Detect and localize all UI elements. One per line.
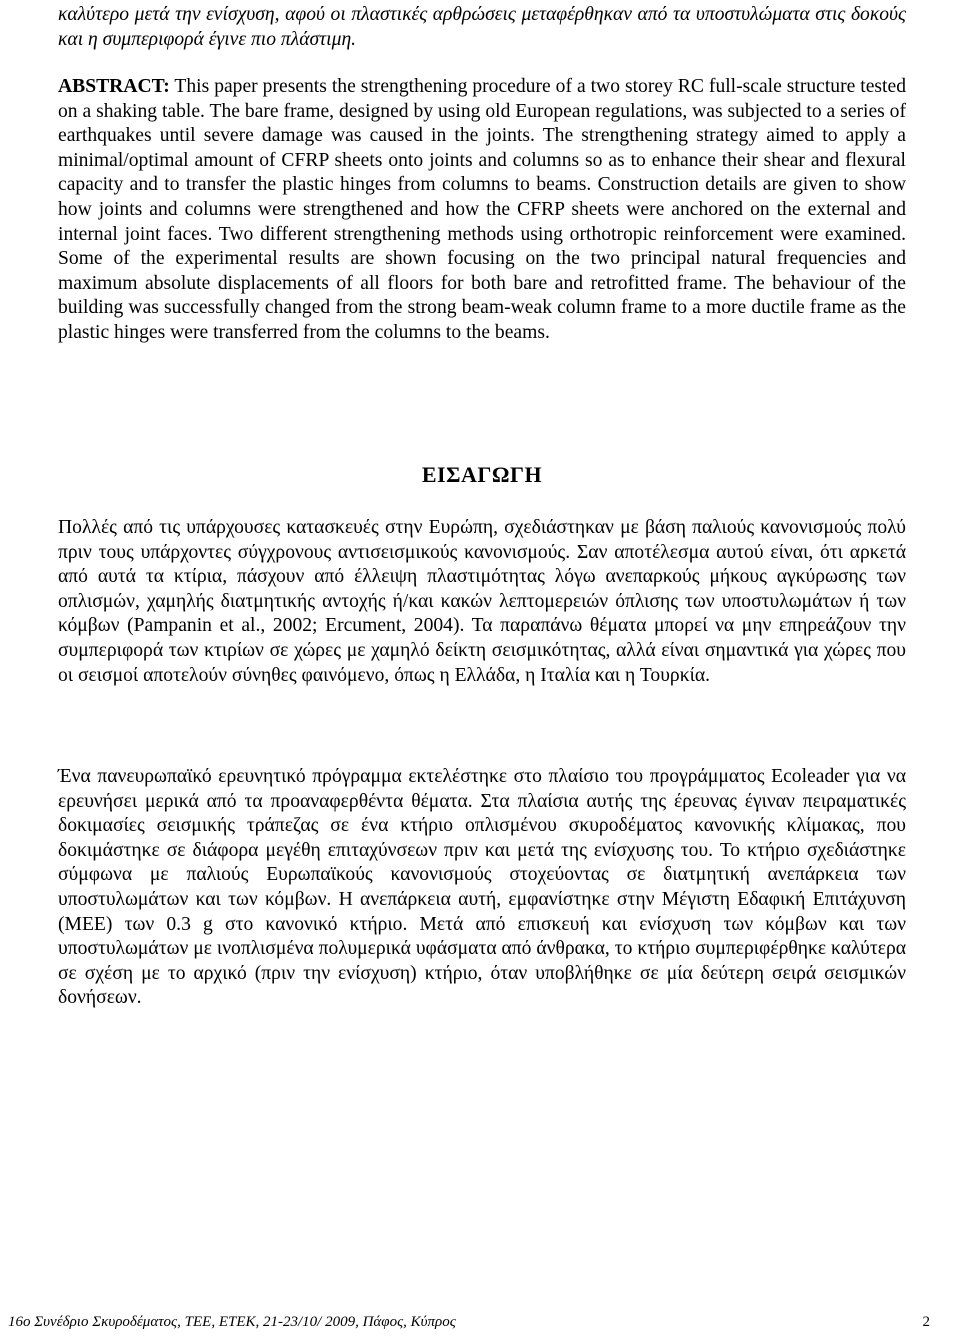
footer-conference-info: 16ο Συνέδριο Σκυροδέματος, ΤΕΕ, ΕΤΕΚ, 21-23/10/ 2009, Πάφος, Κύπρος	[8, 1314, 456, 1330]
greek-summary-continuation: καλύτερο μετά την ενίσχυση, αφού οι πλαστικές αρθρώσεις μεταφέρθηκαν από τα υποστυλώματα στις δοκούς και η συμπεριφορά έγινε πιο πλάστιμη.	[58, 4, 906, 50]
abstract-paragraph	[58, 75, 906, 346]
section-heading-introduction: ΕΙΣΑΓΩΓΗ	[421, 462, 543, 487]
body-paragraph: Πολλές από τις υπάρχουσες κατασκευές στην Ευρώπη, σχεδιάστηκαν με βάση παλιούς κανονισμούς πολύ πριν τους υπάρχοντες σύγχρονους αντισεισμικούς κανονισμούς. Σαν αποτέλεσμα αυτού είναι, ότι αρκετά από αυτά τα κτίρια, πάσχουν από έλλειψη πλαστιμότητας λόγω ανεπαρκούς μήκους αγκύρωσης των οπλισμών, χαμηλής διατμητικής αντοχής ή/και κακών λεπτομερειών όπλισης των υποστυλωμάτων ή των κόμβων (Pampanin et al., 2002; Ercument, 2004). Τα παραπάνω θέματα μπορεί να μην επηρεάζουν την συμπεριφορά των κτιρίων σε χώρες με χαμηλό δείκτη σεισμικότητας, αλλά είναι σημαντικά για χώρες που οι σεισμοί αποτελούν σύνηθες φαινόμενο, όπως η Ελλάδα, η Ιταλία και η Τουρκία.	[58, 517, 906, 686]
abstract-text: This paper presents the strengthening procedure of a two storey RC full-scale structure tested on a shaking table. The bare frame, designed by using old European regulations, was subjected to a series of earthquakes until severe damage was caused in the joints. The strengthening strategy aimed to apply a minimal/optimal amount of CFRP sheets onto joints and columns so as to enhance their shear and flexural capacity and to transfer the plastic hinges from columns to beams. Construction details are given to show how joints and columns were strengthened and how the CFRP sheets were anchored on the external and internal joint faces. Two different strengthening methods using orthotropic reinforcement were examined. Some of the experimental results are shown focusing on the two principal natural frequencies and maximum absolute displacements of all floors for both bare and retrofitted frame. The behaviour of the building was successfully changed from the strong beam-weak column frame to a more ductile frame as the plastic hinges were transferred from the columns to the beams.	[58, 76, 906, 343]
abstract-label: ABSTRACT:	[58, 76, 170, 97]
page-number: 2	[922, 1314, 930, 1330]
body-paragraph: Ένα πανευρωπαϊκό ερευνητικό πρόγραμμα εκτελέστηκε στο πλαίσιο του προγράμματος Ecoleader για να ερευνήσει μερικά από τα προαναφερθέντα θέματα. Στα πλαίσια αυτής της έρευνας έγιναν πειραματικές δοκιμασίες σεισμικής τράπεζας σε ένα κτήριο οπλισμένου σκυροδέματος κανονικής κλίμακας, που δοκιμάστηκε σε διάφορα μεγέθη επιταχύνσεων πριν και μετά της ενίσχυσης του. Το κτήριο σχεδιάστηκε σύμφωνα με παλιούς Ευρωπαϊκούς κανονισμούς στοχεύοντας σε διατμητική ανεπάρκεια των υποστυλωμάτων και των κόμβων. Η ανεπάρκεια αυτή, εμφανίστηκε στην Μέγιστη Εδαφική Επιτάχυνση (ΜΕΕ) των 0.3 g στο κανονικό κτήριο. Μετά από επισκευή και ενίσχυση των κόμβων και των υποστυλωμάτων με ινοπλισμένα πολυμερικά υφάσματα από άνθρακα, το κτήριο συμπεριφέρθηκε καλύτερα σε σχέση με το αρχικό (πριν την ενίσχυση) κτήριο, όταν υποβλήθηκε σε μία δεύτερη σειρά σεισμικών δονήσεων.	[58, 766, 906, 1009]
